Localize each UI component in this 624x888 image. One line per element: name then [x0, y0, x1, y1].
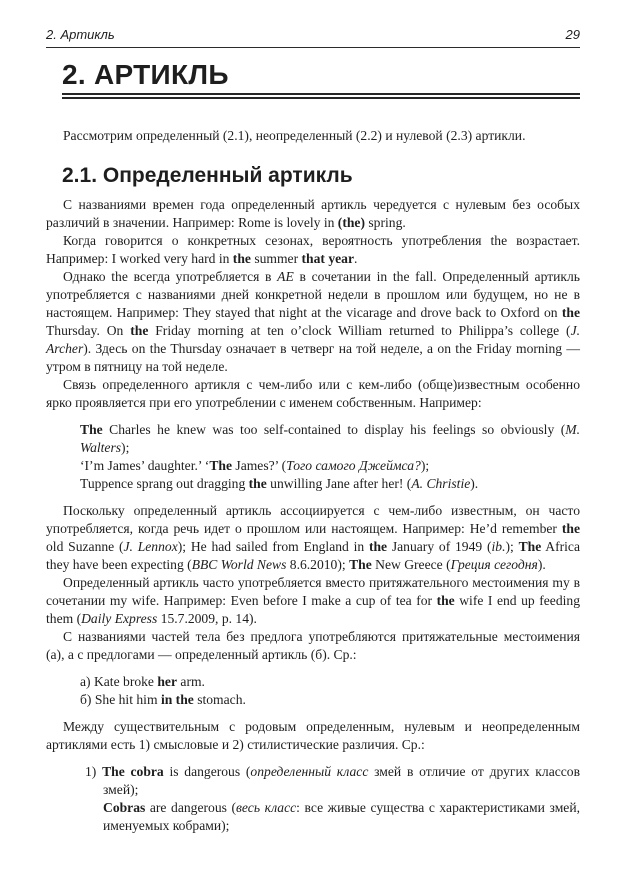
bold-run: the [130, 323, 149, 338]
italic-run: J. Archer [46, 323, 580, 356]
bold-run: the [248, 476, 267, 491]
example-line: The Charles he knew was too self-contained to display his feelings so obviously (M. Walters); [80, 422, 580, 455]
chapter-title: 2. АРТИКЛЬ [62, 59, 229, 90]
italic-run: BBC World News [191, 557, 287, 572]
example-line: ‘I’m James’ daughter.’ ‘The James?’ (Того самого Джеймса?); [80, 458, 430, 473]
bold-run: in the [160, 692, 194, 707]
bold-run: The [209, 458, 233, 473]
list-item: 1) The cobra is dangerous (определенный класс змей в отличие от других классов змей); [85, 764, 581, 797]
running-header [46, 27, 580, 48]
example-line: б) She hit him in the stomach. [80, 692, 246, 707]
bold-run: The [349, 557, 372, 572]
title-underline [62, 93, 580, 99]
bold-run: the [232, 251, 251, 266]
italic-run: ib. [491, 539, 506, 554]
page-body [46, 127, 580, 835]
bold-run: that year [301, 251, 354, 266]
bold-run: the [368, 539, 388, 554]
paragraph: Рассмотрим определенный (2.1), неопределенный (2.2) и нулевой (2.3) артикли. [63, 128, 526, 143]
list-continuation: Cobras are dangerous (весь класс: все живые существа с характеристиками змей, именуемых кобрами); [103, 800, 581, 833]
paragraph: С названиями частей тела без предлога употребляются притяжательные местоимения (а), а с предлогами — определенный артикль (б). Ср.: [46, 629, 580, 662]
example-line: а) Kate broke her arm. [80, 674, 205, 689]
bold-run: the [436, 593, 455, 608]
italic-run: определенный класс [250, 764, 369, 779]
section-heading: 2.1. Определенный артикль [62, 164, 353, 187]
bold-run: The cobra [102, 764, 164, 779]
italic-run: M. Walters [80, 422, 580, 455]
page-number: 29 [565, 27, 580, 42]
paragraph: Когда говорится о конкретных сезонах, вероятность употребления the возрастает. Например: I worked very hard in the summer that year. [46, 233, 580, 266]
example-line: Tuppence sprang out dragging the unwilling Jane after her! (A. Christie). [80, 476, 479, 491]
italic-run: J. Lennox [123, 539, 178, 554]
paragraph: С названиями времен года определенный артикль чередуется с нулевым без особых различий в значении. Например: Rome is lovely in (the) spring. [46, 197, 580, 230]
bold-run: The [80, 422, 103, 437]
italic-run: Греция сегодня [450, 557, 538, 572]
paragraph: Связь определенного артикля с чем-либо или с кем-либо (обще)известным особенно ярко проявляется при его употреблении с именем собственным. Например: [46, 377, 580, 410]
italic-run: A. Christie [411, 476, 471, 491]
bold-run: the [561, 305, 580, 320]
bold-run: Cobras [103, 800, 146, 815]
paragraph: Определенный артикль часто употребляется вместо притяжательного местоимения my в сочетании my wife. Например: Even before I make a cup of tea for the wife I end up feeding them (Daily Express 15.7.2009, p. 14). [46, 575, 581, 626]
bold-run: (the) [337, 215, 365, 230]
bold-run: her [157, 674, 178, 689]
running-header-title: 2. Артикль [46, 27, 115, 42]
italic-run: Того самого Джеймса? [286, 458, 421, 473]
paragraph: Однако the всегда употребляется в AE в сочетании in the fall. Определенный артикль употребляется с названиями дней конкретной недели в прошлом или будущем, но не в настоящем. Например: They stayed that night at the vicarage and drove back to Oxford on the Thursday. On the Friday morning at ten o’clock William returned to Philippa’s college (J. Archer). Здесь on the Thursday означает в четверг на той неделе, а on the Friday morning — утром в пятницу на той неделе. [46, 269, 580, 374]
bold-run: the [561, 521, 580, 536]
paragraph: Между существительным с родовым определенным, нулевым и неопределенным артиклями есть 1) смысловые и 2) стилистические различия. Ср.: [46, 719, 580, 752]
bold-run: The [518, 539, 542, 554]
italic-run: Daily Express [81, 611, 158, 626]
italic-run: весь класс [236, 800, 297, 815]
italic-run: AE [277, 269, 294, 284]
paragraph: Поскольку определенный артикль ассоциируется с чем-либо известным, он часто употребляется, когда речь идет о прошлом или настоящем. Например: He’d remember the old Suzanne (J. Lennox); He had sailed from England in the January of 1949 (ib.); The Africa they have been expecting (BBC World News 8.6.2010); The New Greece (Греция сегодня). [46, 503, 580, 572]
